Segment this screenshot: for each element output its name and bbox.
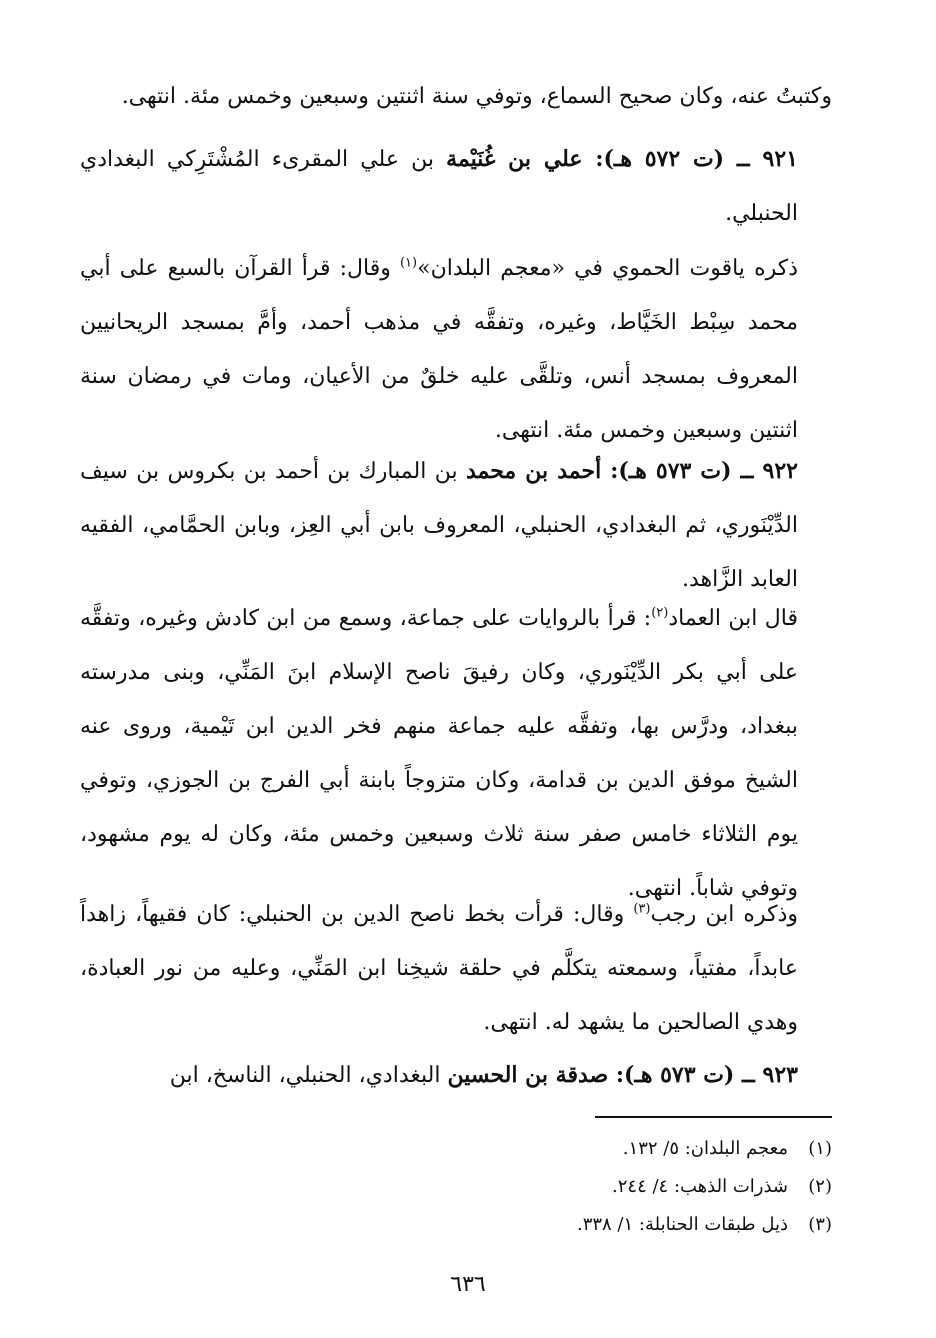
footnote-3 [380,1206,832,1244]
paragraph-text: وقال: قرأت بخط ناصح الدين بن الحنبلي: كان فقيهاً، زاهداً عابداً، مفتياً، وسمعته يتكلَّم في حلقة شيخِنا ابن المَنِّي، وعليه من نور العبادة، وهدي الصالحين ما يشهد له. انتهى. [80,902,798,1035]
footnote-ref-1[interactable]: (١) [399,255,418,271]
paragraph-text: وذكره ابن رجب [650,902,798,927]
entry-921 [80,132,832,241]
footnote-text: معجم البلدان: ٥/ ١٣٢. [622,1138,788,1159]
paragraph-ibn-rajab [80,888,832,1050]
paragraph-yaqut [80,242,832,458]
entry-922-text: بن المبارك بن أحمد بن بكروس بن سيف الدِّيْنَوري، ثم البغدادي، الحنبلي، المعروف بابن أبي العِز، وبابن الحمَّامي، الفقيه العابد الزَّاهد. [80,459,798,592]
footnote-divider [595,1116,832,1118]
entry-921-heading: ٩٢١ ــ (ت ٥٧٢ هـ): علي بن غُنَيْمة [446,146,798,172]
paragraph-text: ذكره ياقوت الحموي في «معجم البلدان» [417,256,798,281]
footnote-number: (٣) [808,1214,832,1235]
paragraph-text: وكتبتُ عنه، وكان صحيح السماع، وتوفي سنة اثنتين وسبعين وخمس مئة. انتهى. [121,84,832,109]
entry-923 [80,1048,832,1103]
footnote-number: (١) [808,1138,832,1159]
entry-923-heading: ٩٢٣ ــ (ت ٥٧٣ هـ): صدقة بن الحسين [447,1062,798,1088]
footnote-2 [380,1168,832,1206]
paragraph-text: قال ابن العماد [668,606,798,631]
footnotes [380,1130,832,1244]
footnote-text: شذرات الذهب: ٤/ ٢٤٤. [612,1176,788,1197]
entry-921-text: بن علي المقرىء المُشْتَرِكي البغدادي الحنبلي. [80,147,798,226]
entry-922 [80,444,832,607]
paragraph-text: : قرأ بالروايات على جماعة، وسمع من ابن كادش وغيره، وتفقَّه على أبي بكر الدِّيْنَوري، وكان رفيقَ ناصح الإسلام ابنَ المَنِّي، وبنى مدرسته ببغداد، ودرَّس بها، وتفقَّه عليه جماعة منهم فخر الدين ابن تَيْمية، وروى عنه الشيخ موفق الدين بن قدامة، وكان متزوجاً بابنة أبي الفرج بن الجوزي، وتوفي يوم الثلاثاء خامس صفر سنة ثلاث وسبعين وخمس مئة، وكان له يوم مشهود، وتوفي شاباً. انتهى. [80,606,798,901]
paragraph-continuation [80,70,832,124]
footnote-number: (٢) [808,1176,832,1197]
entry-922-heading: ٩٢٢ ــ (ت ٥٧٣ هـ): أحمد بن محمد [465,458,798,484]
footnote-text: ذيل طبقات الحنابلة: ١/ ٣٣٨. [576,1214,788,1235]
footnote-ref-3[interactable]: (٣) [633,901,651,917]
paragraph-ibn-imad [80,592,832,916]
footnote-1 [380,1130,832,1168]
paragraph-text: وقال: قرأ القرآن بالسبع على أبي محمد سِبْط الخَيَّاط، وغيره، وتفقَّه في مذهب أحمد، وأمَّ بمسجد الريحانيين المعروف بمسجد أنس، وتلقَّى عليه خلقٌ من الأعيان، ومات في رمضان سنة اثنتين وسبعين وخمس مئة. انتهى. [80,256,798,443]
footnote-ref-2[interactable]: (٢) [651,605,669,621]
page-number: ٦٣٦ [450,1272,486,1297]
entry-923-text: البغدادي، الحنبلي، الناسخ، ابن [169,1063,448,1088]
